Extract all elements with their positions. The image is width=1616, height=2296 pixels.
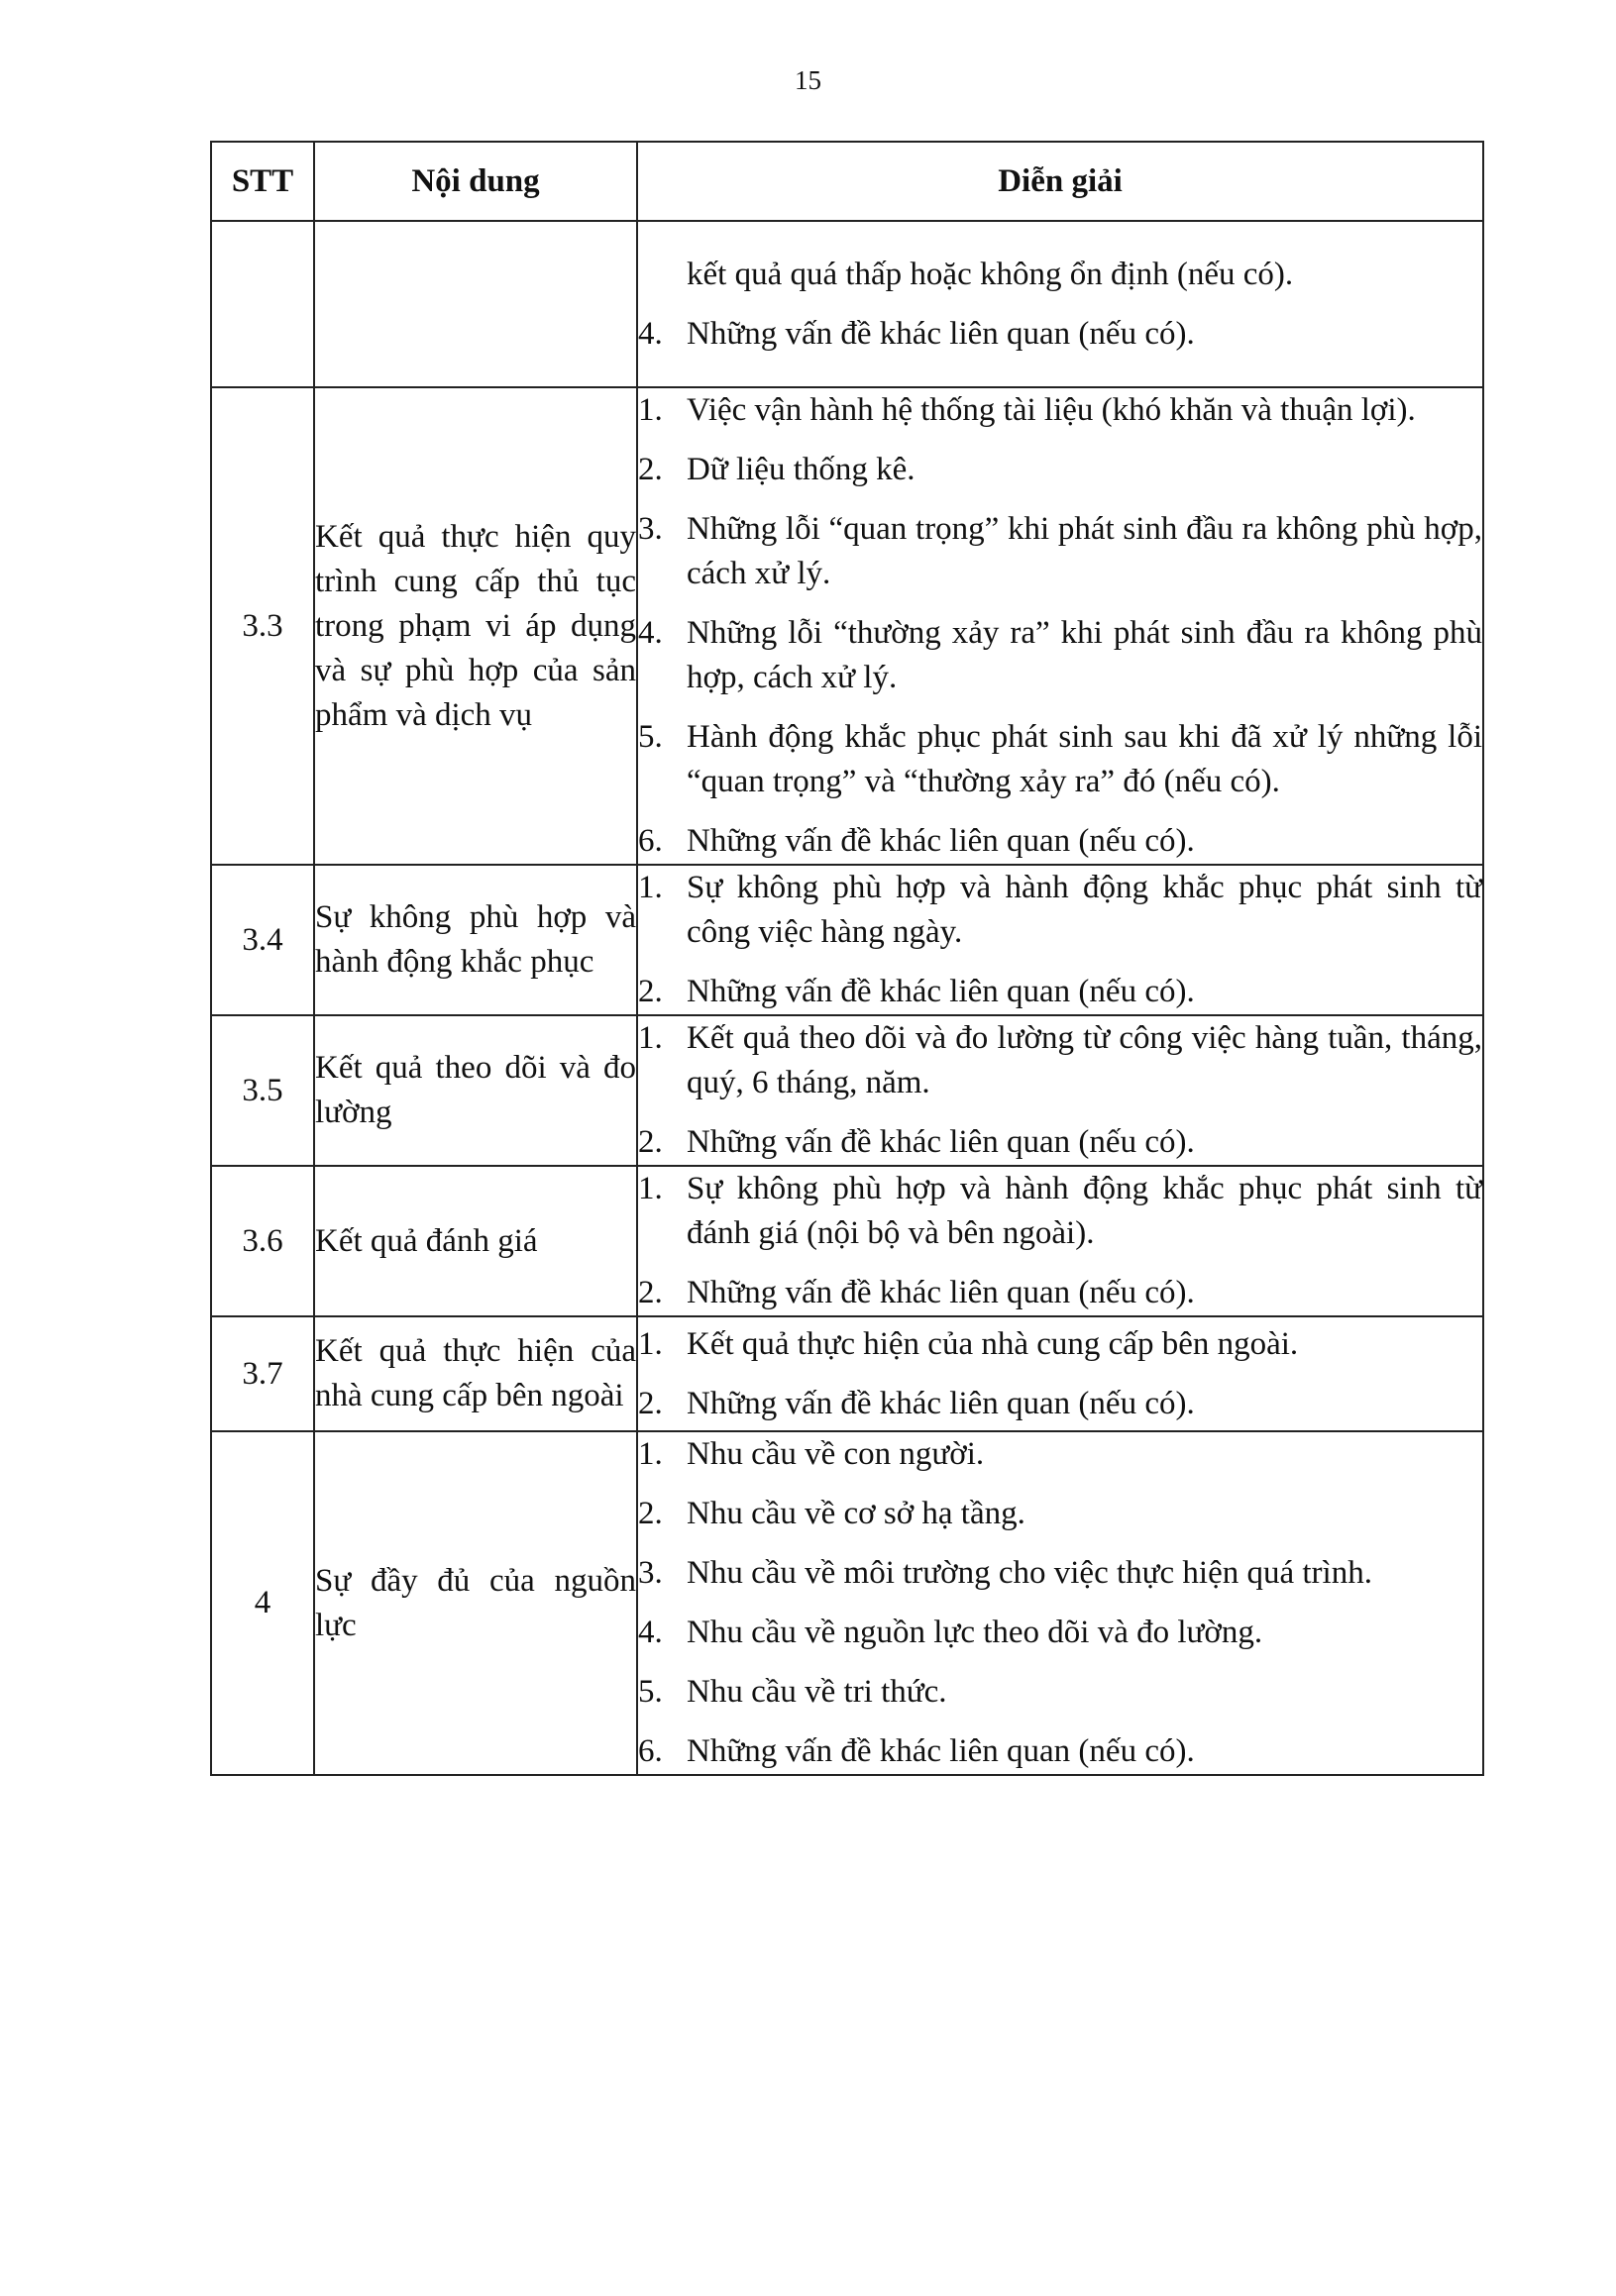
list-item-number: 3. — [638, 511, 663, 547]
list-item — [638, 1670, 1482, 1715]
list-item-number: 4. — [638, 315, 663, 352]
list-item — [638, 1271, 1482, 1315]
list-item — [638, 1729, 1482, 1774]
list-item — [638, 1492, 1482, 1536]
table-row — [211, 1316, 1483, 1431]
row-noi-dung: Kết quả thực hiện quy trình cung cấp thủ tục trong phạm vi áp dụng và sự phù hợp của sản phẩm và dịch vụ — [314, 387, 637, 865]
list-item — [638, 970, 1482, 1014]
list-item-text: Những vấn đề khác liên quan (nếu có). — [687, 1733, 1195, 1769]
list-item — [638, 1016, 1482, 1105]
table-header-row — [211, 142, 1483, 221]
list-item — [638, 1382, 1482, 1426]
content-table — [210, 141, 1484, 1776]
list-item — [638, 507, 1482, 596]
list-item — [638, 611, 1482, 700]
list-item-number: 1. — [638, 1171, 663, 1206]
list-item — [638, 312, 1482, 357]
list-item-number: 1. — [638, 1436, 663, 1472]
list-item-text: Kết quả thực hiện của nhà cung cấp bên ngoài. — [687, 1325, 1299, 1362]
row-noi-dung: Sự không phù hợp và hành động khắc phục — [314, 865, 637, 1015]
list-item — [638, 715, 1482, 804]
list-item-number: 3. — [638, 1555, 663, 1591]
list-item-number: 5. — [638, 719, 663, 755]
list-item — [638, 388, 1482, 433]
row-stt — [211, 221, 314, 387]
list-item — [638, 1611, 1482, 1655]
list-item-text: Hành động khắc phục phát sinh sau khi đã xử lý những lỗi “quan trọng” và “thường xảy ra” đó (nếu có). — [687, 719, 1482, 799]
row-dien-giai — [637, 865, 1483, 1015]
list-item-number: 1. — [638, 392, 663, 428]
numbered-list — [638, 312, 1482, 357]
list-item-number: 1. — [638, 1325, 663, 1362]
table-row — [211, 1015, 1483, 1166]
row-stt: 3.5 — [211, 1015, 314, 1166]
row-stt: 4 — [211, 1431, 314, 1775]
row-dien-giai — [637, 1316, 1483, 1431]
list-item — [638, 1167, 1482, 1256]
list-item-number: 1. — [638, 1020, 663, 1056]
list-item — [638, 1432, 1482, 1477]
header-stt: STT — [211, 142, 314, 221]
list-item-number: 2. — [638, 452, 663, 487]
numbered-list — [638, 388, 1482, 864]
page-number: 15 — [795, 65, 821, 95]
list-item-number: 4. — [638, 615, 663, 651]
list-item — [638, 1322, 1482, 1367]
row-dien-giai — [637, 1431, 1483, 1775]
list-item — [638, 866, 1482, 955]
list-item-text: Nhu cầu về tri thức. — [687, 1674, 947, 1710]
list-item — [638, 448, 1482, 492]
list-item-text: Nhu cầu về con người. — [687, 1436, 985, 1472]
row-noi-dung: Kết quả đánh giá — [314, 1166, 637, 1316]
list-item-number: 2. — [638, 1124, 663, 1160]
list-item-text: Những vấn đề khác liên quan (nếu có). — [687, 823, 1195, 859]
row-noi-dung — [314, 221, 637, 387]
row-stt: 3.4 — [211, 865, 314, 1015]
row-stt: 3.7 — [211, 1316, 314, 1431]
list-item-text: Những vấn đề khác liên quan (nếu có). — [687, 1275, 1195, 1310]
numbered-list — [638, 866, 1482, 1014]
table-body — [211, 221, 1483, 1775]
list-item-number: 6. — [638, 1733, 663, 1769]
continued-text: kết quả quá thấp hoặc không ổn định (nếu có). — [687, 256, 1294, 292]
list-item-text: Những vấn đề khác liên quan (nếu có). — [687, 315, 1195, 352]
list-item-text: Sự không phù hợp và hành động khắc phục phát sinh từ đánh giá (nội bộ và bên ngoài). — [687, 1171, 1482, 1251]
numbered-list — [638, 1167, 1482, 1315]
list-item-text: Việc vận hành hệ thống tài liệu (khó khăn và thuận lợi). — [687, 392, 1416, 428]
list-item-number: 2. — [638, 974, 663, 1009]
list-item — [638, 819, 1482, 864]
row-noi-dung: Kết quả theo dõi và đo lường — [314, 1015, 637, 1166]
list-item-number: 6. — [638, 823, 663, 859]
list-item-number: 4. — [638, 1615, 663, 1650]
row-dien-giai — [637, 1166, 1483, 1316]
row-dien-giai — [637, 1015, 1483, 1166]
list-item — [638, 1551, 1482, 1596]
list-item-text: Nhu cầu về nguồn lực theo dõi và đo lường. — [687, 1615, 1263, 1650]
numbered-list — [638, 1432, 1482, 1774]
list-item-text: Những lỗi “quan trọng” khi phát sinh đầu ra không phù hợp, cách xử lý. — [687, 511, 1482, 591]
list-item-number: 2. — [638, 1385, 663, 1421]
list-item-number: 2. — [638, 1275, 663, 1310]
list-item-text: Những vấn đề khác liên quan (nếu có). — [687, 1124, 1195, 1160]
row-noi-dung: Sự đầy đủ của nguồn lực — [314, 1431, 637, 1775]
list-item-text: Kết quả theo dõi và đo lường từ công việc hàng tuần, tháng, quý, 6 tháng, năm. — [687, 1020, 1482, 1100]
list-item-text: Dữ liệu thống kê. — [687, 452, 916, 487]
row-stt: 3.6 — [211, 1166, 314, 1316]
header-noi-dung: Nội dung — [314, 142, 637, 221]
table-row — [211, 865, 1483, 1015]
row-dien-giai — [637, 387, 1483, 865]
table-row — [211, 387, 1483, 865]
list-item-text: Nhu cầu về cơ sở hạ tầng. — [687, 1496, 1025, 1531]
list-item-text: Những vấn đề khác liên quan (nếu có). — [687, 1385, 1195, 1421]
row-dien-giai — [637, 221, 1483, 387]
list-item-number: 5. — [638, 1674, 663, 1710]
table-row — [211, 1431, 1483, 1775]
list-item-number: 2. — [638, 1496, 663, 1531]
header-dien-giai: Diễn giải — [637, 142, 1483, 221]
list-item-text: Sự không phù hợp và hành động khắc phục phát sinh từ công việc hàng ngày. — [687, 870, 1482, 950]
numbered-list — [638, 1016, 1482, 1165]
numbered-list — [638, 1322, 1482, 1426]
row-noi-dung: Kết quả thực hiện của nhà cung cấp bên ngoài — [314, 1316, 637, 1431]
list-item-number: 1. — [638, 870, 663, 905]
list-item-text: Nhu cầu về môi trường cho việc thực hiện quá trình. — [687, 1555, 1372, 1591]
table-row — [211, 221, 1483, 387]
list-item-text: Những vấn đề khác liên quan (nếu có). — [687, 974, 1195, 1009]
table-row — [211, 1166, 1483, 1316]
list-item — [638, 1120, 1482, 1165]
list-item-text: Những lỗi “thường xảy ra” khi phát sinh đầu ra không phù hợp, cách xử lý. — [687, 615, 1482, 695]
row-stt: 3.3 — [211, 387, 314, 865]
